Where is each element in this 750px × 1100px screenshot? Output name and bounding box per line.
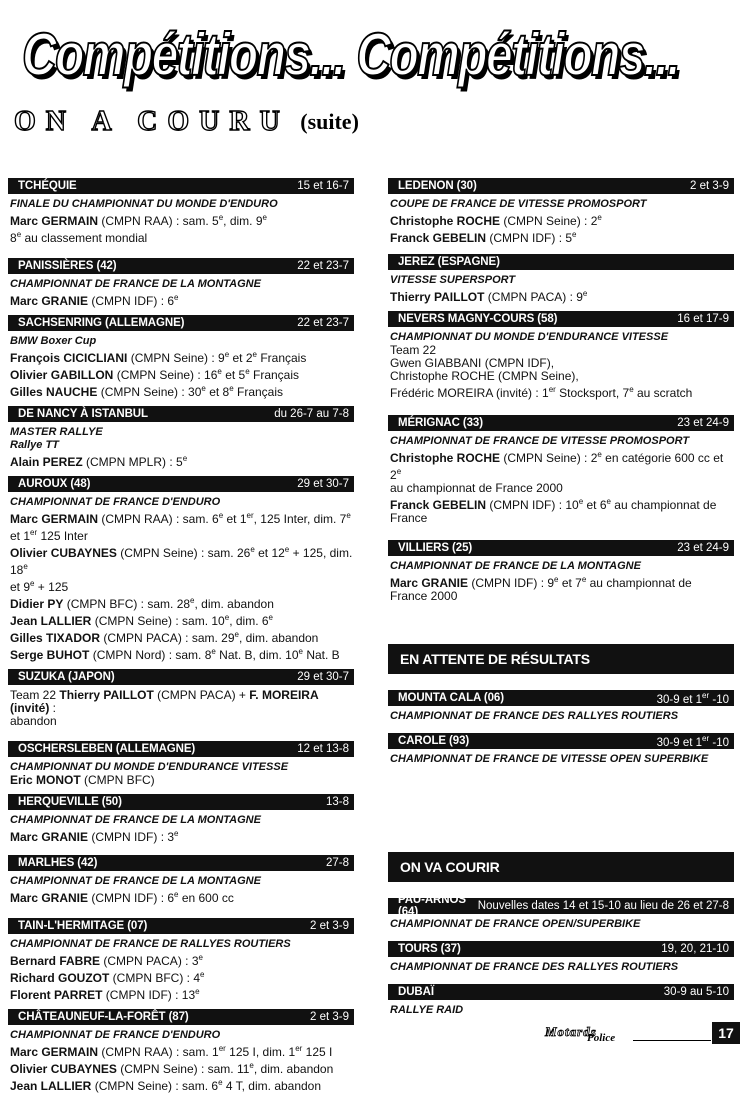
page-number: 17	[712, 1022, 740, 1044]
result-line	[8, 509, 354, 526]
race-section	[8, 669, 354, 728]
result-line	[388, 512, 734, 525]
result-line	[8, 228, 354, 245]
result-text: (CMPN IDF) : 3e	[88, 829, 179, 844]
championship-title: CHAMPIONNAT DE FRANCE DE RALLYES ROUTIERS	[10, 938, 291, 950]
magazine-logo: Motards	[545, 1024, 597, 1039]
left-column	[8, 178, 354, 1100]
result-line	[388, 383, 734, 400]
result-line	[8, 888, 354, 905]
rider-name: Alain PEREZ	[10, 455, 83, 469]
championship-title: CHAMPIONNAT DE FRANCE DE VITESSE PROMOSPORT	[390, 435, 690, 447]
race-name: MOUNTA CALA (06)	[398, 692, 504, 704]
upcoming-races-list	[388, 894, 734, 1017]
race-section	[388, 540, 734, 603]
result-line	[388, 211, 734, 228]
championship-title: CHAMPIONNAT DE FRANCE OPEN/SUPERBIKE	[390, 918, 641, 930]
rider-name: Jean LALLIER	[10, 614, 92, 628]
race-date: du 26-7 au 7-8	[274, 408, 349, 420]
race-name: SACHSENRING (ALLEMAGNE)	[18, 317, 185, 329]
race-date: 23 et 24-9	[677, 542, 729, 554]
race-date: 23 et 24-9	[677, 417, 729, 429]
race-name: CHÂTEAUNEUF-LA-FORÊT (87)	[18, 1011, 189, 1023]
rider-name: Richard GOUZOT	[10, 971, 110, 985]
championship-title: CHAMPIONNAT DE FRANCE DES RALLYES ROUTIERS	[390, 710, 679, 722]
rider-name: Olivier CUBAYNES	[10, 1062, 117, 1076]
race-date: 15 et 16-7	[297, 180, 349, 192]
race-header	[388, 984, 734, 1000]
race-name: HERQUEVILLE (50)	[18, 796, 122, 808]
championship-title: CHAMPIONNAT DE FRANCE DE LA MONTAGNE	[10, 278, 261, 290]
championship-title: CHAMPIONNAT DE FRANCE D'ENDURO	[10, 1029, 221, 1041]
race-header	[8, 669, 354, 685]
race-date: 29 et 30-7	[297, 478, 349, 490]
result-line	[8, 774, 354, 787]
rider-name: Marc GERMAIN	[10, 214, 99, 228]
result-text: Team 22	[10, 688, 60, 702]
rider-name: Christophe ROCHE	[390, 451, 501, 465]
race-section	[8, 258, 354, 308]
result-text: Christophe ROCHE (CMPN Seine),	[390, 369, 579, 383]
race-header	[8, 476, 354, 492]
race-section	[388, 311, 734, 400]
result-text: (CMPN IDF) : 6e	[88, 293, 179, 308]
rider-name: Olivier CUBAYNES	[10, 546, 117, 560]
race-section	[8, 178, 354, 245]
result-line	[8, 211, 354, 228]
result-line	[8, 452, 354, 469]
upcoming-races-heading: ON VA COURIR	[388, 852, 734, 882]
result-text: (CMPN RAA) : sam. 1er 125 I, dim. 1er 125 I	[98, 1044, 333, 1059]
rider-name: Marc GERMAIN	[10, 512, 99, 526]
race-section	[8, 315, 354, 399]
race-name: MARLHES (42)	[18, 857, 98, 869]
race-section	[8, 855, 354, 905]
rider-name: Bernard FABRE	[10, 954, 101, 968]
race-name: DE NANCY À ISTANBUL	[18, 408, 148, 420]
championship-title: CHAMPIONNAT DU MONDE D'ENDURANCE VITESSE	[390, 331, 669, 343]
footer-rule	[633, 1040, 711, 1041]
result-text: (CMPN BFC) : 4e	[109, 970, 205, 985]
result-line	[388, 482, 734, 495]
result-line	[8, 526, 354, 543]
race-header	[8, 406, 354, 422]
race-section	[8, 1009, 354, 1093]
result-line	[8, 1059, 354, 1076]
race-header	[388, 690, 734, 706]
race-name: AUROUX (48)	[18, 478, 91, 490]
race-section	[388, 894, 734, 931]
result-text: (CMPN Seine) : 30e et 8e Français	[97, 384, 284, 399]
race-date: 16 et 17-9	[677, 313, 729, 325]
result-line	[8, 827, 354, 844]
result-line	[388, 590, 734, 603]
result-text: (CMPN BFC)	[80, 773, 155, 787]
championship-title: VITESSE SUPERSPORT	[390, 274, 516, 286]
race-header	[388, 178, 734, 194]
race-header	[8, 741, 354, 757]
race-header	[8, 315, 354, 331]
championship-title: CHAMPIONNAT DE FRANCE DES RALLYES ROUTIERS	[390, 961, 679, 973]
page-title: Compétitions... Compétitions...	[22, 21, 680, 88]
result-text: (CMPN IDF) : 10e et 6e au championnat de	[486, 497, 717, 512]
race-header	[388, 254, 734, 270]
championship-title: BMW Boxer Cup	[10, 335, 97, 347]
race-section	[388, 415, 734, 525]
result-line	[8, 645, 354, 662]
result-text: (CMPN Seine) : sam. 26e et $12^e + 125$, dim. 18e	[10, 545, 353, 577]
result-line	[8, 1042, 354, 1059]
race-header	[388, 540, 734, 556]
race-date: 2 et 3-9	[310, 1011, 349, 1023]
rider-name: F. MOREIRA (invité)	[10, 688, 319, 715]
result-line	[8, 594, 354, 611]
result-text: Team 22	[390, 343, 437, 357]
result-line	[8, 611, 354, 628]
race-date: 30-9 et 1er -10	[656, 733, 729, 749]
race-section	[388, 733, 734, 766]
rider-name: Marc GRANIE	[10, 294, 89, 308]
result-line	[8, 543, 354, 577]
race-header	[8, 1009, 354, 1025]
championship-title: RALLYE RAID	[390, 1004, 464, 1016]
race-date: 27-8	[325, 857, 349, 869]
race-section	[8, 918, 354, 1002]
championship-title: CHAMPIONNAT DE FRANCE DE LA MONTAGNE	[10, 814, 261, 826]
race-header	[388, 894, 734, 918]
result-text: (CMPN PACA) : sam. 29e, dim. abandon	[100, 630, 319, 645]
race-section	[8, 406, 354, 469]
result-line	[388, 495, 734, 512]
result-text: au championnat de France 2000	[390, 481, 563, 495]
result-text: (CMPN IDF) : 13e	[102, 987, 200, 1002]
result-line	[8, 715, 354, 728]
result-line	[8, 1076, 354, 1093]
race-name: OSCHERSLEBEN (ALLEMAGNE)	[18, 743, 196, 755]
race-header	[388, 941, 734, 957]
championship-title: CHAMPIONNAT DE FRANCE DE VITESSE OPEN SUPERBIKE	[390, 753, 709, 765]
result-text: Frédéric MOREIRA (invité) : 1er Stocksport, 7e au scratch	[390, 385, 693, 400]
result-text: (CMPN IDF) : 5e	[486, 230, 577, 245]
race-date: 13-8	[325, 796, 349, 808]
race-section	[8, 741, 354, 787]
race-date: 22 et 23-7	[297, 317, 349, 329]
result-text: Gwen GIABBANI (CMPN IDF),	[390, 356, 555, 370]
race-date: 2 et 3-9	[690, 180, 729, 192]
race-header	[8, 258, 354, 274]
result-line	[388, 228, 734, 245]
rider-name: Serge BUHOT	[10, 648, 90, 662]
championship-title: MASTER RALLYE	[10, 426, 103, 438]
result-line	[8, 951, 354, 968]
race-name: JEREZ (ESPAGNE)	[398, 256, 500, 268]
race-header	[388, 311, 734, 327]
rider-name: Marc GRANIE	[10, 891, 89, 905]
result-line	[8, 968, 354, 985]
result-line	[8, 382, 354, 399]
race-header	[388, 733, 734, 749]
result-line	[8, 365, 354, 382]
rider-name: Gilles NAUCHE	[10, 385, 98, 399]
result-text: (CMPN Nord) : sam. 8e Nat. B, dim. 10e Nat. B	[89, 647, 340, 662]
race-name: TOURS (37)	[398, 943, 461, 955]
rider-name: Franck GEBELIN	[390, 231, 487, 245]
result-text: (CMPN Seine) : 16e et 5e Français	[113, 367, 300, 382]
page-footer	[545, 1022, 740, 1046]
rider-name: Thierry PAILLOT	[59, 688, 154, 702]
rider-name: Thierry PAILLOT	[390, 290, 485, 304]
result-line	[8, 348, 354, 365]
race-header	[8, 855, 354, 871]
race-date: 29 et 30-7	[297, 671, 349, 683]
section-heading	[14, 106, 359, 138]
race-header	[8, 794, 354, 810]
rider-name: Florent PARRET	[10, 988, 103, 1002]
result-text: (CMPN Seine) : sam. 10e, dim. 6e	[91, 613, 273, 628]
result-text: 8e au classement mondial	[10, 230, 148, 245]
result-line	[388, 287, 734, 304]
pending-results-list	[388, 690, 734, 766]
race-name: CAROLE (93)	[398, 735, 470, 747]
result-text: (CMPN Seine) : sam. 11e, dim. abandon	[116, 1061, 334, 1076]
race-date: 30-9 au 5-10	[663, 986, 729, 998]
race-header	[388, 415, 734, 431]
race-header	[8, 918, 354, 934]
result-text: (CMPN IDF) : 9e et 7e au championnat de	[468, 575, 692, 590]
race-date: 19, 20, 21-10	[661, 943, 729, 955]
rider-name: Marc GERMAIN	[10, 1045, 99, 1059]
result-text: et $9^e + 125$	[10, 579, 69, 594]
result-line	[8, 577, 354, 594]
race-name: PANISSIÈRES (42)	[18, 260, 117, 272]
result-text: France 2000	[390, 589, 458, 603]
result-line	[8, 628, 354, 645]
result-text: (CMPN Seine) : sam. 6e 4 T, dim. abandon	[91, 1078, 322, 1093]
rider-name: Jean LALLIER	[10, 1079, 92, 1093]
championship-title: CHAMPIONNAT DE FRANCE DE LA MONTAGNE	[390, 560, 641, 572]
result-text: et 1er 125 Inter	[10, 528, 88, 543]
race-section	[388, 254, 734, 304]
race-date: 22 et 23-7	[297, 260, 349, 272]
race-section	[388, 941, 734, 974]
result-text: (CMPN PACA) : 9e	[484, 289, 588, 304]
race-date: 12 et 13-8	[297, 743, 349, 755]
magazine-logo-sub: Police	[587, 1032, 616, 1044]
race-section	[8, 794, 354, 844]
race-section	[388, 690, 734, 723]
result-text: (CMPN RAA) : sam. 5e, dim. 9e	[98, 213, 267, 228]
championship-title: CHAMPIONNAT DU MONDE D'ENDURANCE VITESSE	[10, 761, 289, 773]
race-name: SUZUKA (JAPON)	[18, 671, 115, 683]
race-name: MÉRIGNAC (33)	[398, 417, 483, 429]
result-text: (CMPN RAA) : sam. 6e et 1er, 125 Inter, dim. 7e	[98, 511, 351, 526]
right-results	[388, 178, 734, 603]
championship-title: CHAMPIONNAT DE FRANCE DE LA MONTAGNE	[10, 875, 261, 887]
result-text: (CMPN MPLR) : 5e	[82, 454, 188, 469]
rider-name: François CICICLIANI	[10, 351, 128, 365]
subtitle: ON A COURU	[14, 106, 290, 137]
rider-name: Didier PY	[10, 597, 64, 611]
result-text: (CMPN PACA) +	[153, 688, 250, 702]
race-date: 30-9 et 1er -10	[656, 690, 729, 706]
championship-title: Rallye TT	[10, 439, 59, 451]
race-section	[388, 984, 734, 1017]
result-text: (CMPN Seine) : 2e en catégorie 600 cc et 2e	[390, 450, 724, 482]
result-text: (CMPN PACA) : 3e	[100, 953, 203, 968]
rider-name: Marc GRANIE	[390, 576, 469, 590]
rider-name: Olivier GABILLON	[10, 368, 114, 382]
race-name: PAU-ARNOS (64)	[398, 894, 466, 918]
result-text: (CMPN BFC) : sam. 28e, dim. abandon	[63, 596, 274, 611]
result-line	[8, 689, 354, 715]
championship-title: FINALE DU CHAMPIONNAT DU MONDE D'ENDURO	[10, 198, 278, 210]
championship-title: CHAMPIONNAT DE FRANCE D'ENDURO	[10, 496, 221, 508]
race-date: 2 et 3-9	[310, 920, 349, 932]
race-name: NEVERS MAGNY-COURS (58)	[398, 313, 558, 325]
rider-name: Marc GRANIE	[10, 830, 89, 844]
result-line	[388, 370, 734, 383]
rider-name: Eric MONOT	[10, 773, 81, 787]
race-header	[8, 178, 354, 194]
rider-name: Franck GEBELIN	[390, 498, 487, 512]
result-line	[388, 448, 734, 482]
result-line	[8, 985, 354, 1002]
subtitle-suite: (suite)	[300, 109, 359, 134]
championship-title: COUPE DE FRANCE DE VITESSE PROMOSPORT	[390, 198, 647, 210]
result-text: France	[390, 511, 428, 525]
rider-name: Christophe ROCHE	[390, 214, 501, 228]
rider-name: Gilles TIXADOR	[10, 631, 101, 645]
result-line	[8, 291, 354, 308]
race-name: VILLIERS (25)	[398, 542, 473, 554]
race-name: DUBAÏ	[398, 986, 434, 998]
race-name: TAIN-L'HERMITAGE (07)	[18, 920, 148, 932]
result-text: (CMPN IDF) : 6e en 600 cc	[88, 890, 234, 905]
race-section	[388, 178, 734, 245]
result-text: :	[49, 701, 57, 715]
race-name: TCHÉQUIE	[18, 180, 77, 192]
race-name: LEDENON (30)	[398, 180, 477, 192]
result-text: (CMPN Seine) : 9e et 2e Français	[127, 350, 307, 365]
pending-results-heading: EN ATTENTE DE RÉSULTATS	[388, 644, 734, 674]
result-line	[388, 573, 734, 590]
right-column	[388, 178, 734, 1027]
result-text: (CMPN Seine) : 2e	[500, 213, 602, 228]
result-text: abandon	[10, 714, 57, 728]
race-date: Nouvelles dates 14 et 15-10 au lieu de 26 et 27-8	[477, 900, 729, 912]
race-section	[8, 476, 354, 662]
